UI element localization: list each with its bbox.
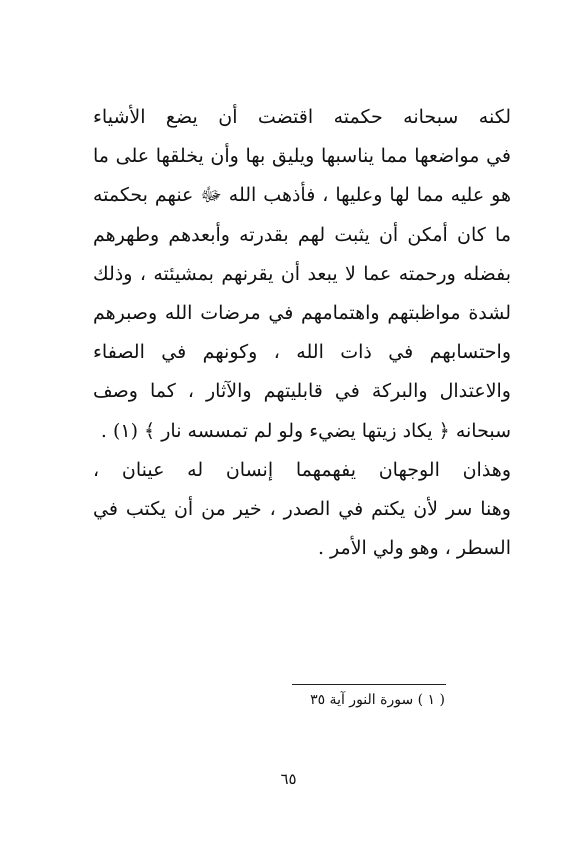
text-line: هو عليه مما لها وعليها ، فأذهب الله ﷻ عنهم بحكمته bbox=[93, 184, 511, 207]
text-line: وهنا سر لأن يكتم في الصدر ، خير من أن يكتب في bbox=[93, 497, 511, 520]
page-number: ٦٥ bbox=[280, 770, 297, 788]
footnote: ( ١ ) سورة النور آية ٣٥ bbox=[310, 692, 445, 708]
text-line: في مواضعها مما يناسبها ويليق بها وأن يخلقها على ما bbox=[93, 145, 511, 168]
text-line: والاعتدال والبركة في قابليتهم والآثار ، كما وصف bbox=[93, 380, 511, 403]
text-line: واحتسابهم في ذات الله ، وكونهم في الصفاء bbox=[93, 341, 511, 364]
body-text bbox=[93, 98, 511, 568]
text-line: لكنه سبحانه حكمته اقتضت أن يضع الأشياء bbox=[93, 106, 511, 128]
text-line: ما كان أمكن أن يثبت لهم بقدرته وأبعدهم وطهرهم bbox=[93, 223, 511, 246]
text-line: وهذان الوجهان يفهمهما إنسان له عينان ، bbox=[93, 458, 511, 481]
text-line: بفضله ورحمته عما لا يبعد أن يقرنهم بمشيئته ، وذلك bbox=[93, 262, 511, 285]
text-line: لشدة مواظبتهم واهتمامهم في مرضات الله وصبرهم bbox=[93, 301, 511, 324]
footnote-separator bbox=[292, 684, 446, 685]
text-line: السطر ، وهو ولي الأمر . bbox=[317, 537, 511, 560]
text-line: سبحانه ﴿ يكاد زيتها يضيء ولو لم تمسسه نار ﴾ (١) . bbox=[100, 419, 511, 442]
